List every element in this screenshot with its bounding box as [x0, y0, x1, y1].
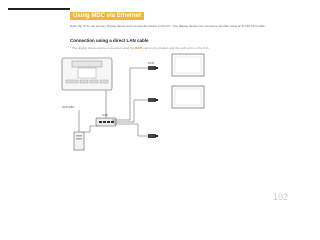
page-number: 102 [272, 192, 288, 202]
rj45-connector-middle [148, 98, 158, 102]
rj45-connector-bottom [148, 134, 158, 138]
rj45-label: RJ45 [148, 62, 155, 65]
pc-tower [62, 105, 84, 150]
hub-label: HUB [102, 114, 108, 117]
connection-heading: Connection using a direct LAN cable [70, 38, 149, 43]
note-keyword: RJ45 [135, 46, 143, 50]
rj45-connector-top [148, 61, 158, 70]
section-title: Using MDC via Ethernet [70, 12, 144, 20]
display-bottom-right [172, 86, 204, 108]
note-prefix: * The display device can be connected using the [70, 46, 135, 50]
note-suffix: port on the product and the LAN ports on the hub. [143, 46, 210, 50]
display-top-right [172, 54, 204, 76]
display-back-panel [62, 58, 112, 90]
pc-rj45-label: RJ45 MDC [62, 106, 75, 109]
intro-text: Enter the IP for the primary display device and connect the device to the PC. One display device can connect to another using an RJ-45 LAN cable. [70, 24, 266, 28]
